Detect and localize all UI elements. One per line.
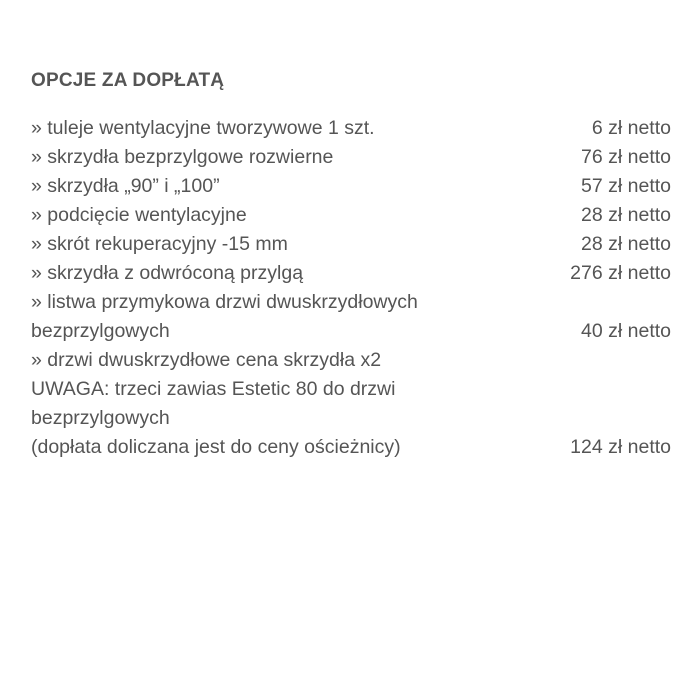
options-list — [31, 114, 671, 462]
option-label-line: » podcięcie wentylacyjne — [31, 204, 247, 226]
option-price: 6 zł netto — [591, 117, 671, 139]
option-label-line: bezprzylgowych — [31, 407, 170, 429]
section-title: OPCJE ZA DOPŁATĄ — [31, 70, 225, 91]
option-label — [31, 375, 560, 462]
option-price: 28 zł netto — [581, 204, 671, 226]
option-label — [31, 201, 571, 230]
option-label-line: UWAGA: trzeci zawias Estetic 80 do drzwi — [31, 378, 396, 400]
option-label — [31, 143, 571, 172]
option-label — [31, 114, 582, 143]
option-label-line: » skrót rekuperacyjny -15 mm — [31, 233, 288, 255]
option-row — [31, 201, 671, 230]
option-label-line: » listwa przymykowa drzwi dwuskrzydłowych — [31, 291, 418, 313]
option-price: 76 zł netto — [581, 146, 671, 168]
option-label-line: (dopłata doliczana jest do ceny ościeżnicy) — [31, 436, 401, 458]
options-panel — [31, 60, 671, 462]
option-row — [31, 172, 671, 201]
option-price: 276 zł netto — [570, 262, 671, 284]
option-label-line: » skrzydła „90” i „100” — [31, 175, 220, 197]
option-label-line: » skrzydła z odwróconą przylgą — [31, 262, 304, 284]
option-label — [31, 230, 571, 259]
option-row — [31, 375, 671, 462]
option-row — [31, 288, 671, 346]
option-price: 124 zł netto — [570, 436, 671, 458]
option-label-line: » skrzydła bezprzylgowe rozwierne — [31, 146, 334, 168]
option-label-line: » drzwi dwuskrzydłowe cena skrzydła x2 — [31, 349, 382, 371]
option-row — [31, 143, 671, 172]
option-price: 28 zł netto — [581, 233, 671, 255]
option-price: 40 zł netto — [581, 320, 671, 342]
option-row — [31, 114, 671, 143]
option-label — [31, 288, 571, 346]
option-row — [31, 346, 671, 375]
option-label-line: bezprzylgowych — [31, 320, 170, 342]
option-label — [31, 172, 571, 201]
option-label — [31, 259, 560, 288]
option-row — [31, 230, 671, 259]
option-row — [31, 259, 671, 288]
option-label-line: » tuleje wentylacyjne tworzywowe 1 szt. — [31, 117, 375, 139]
option-label — [31, 346, 661, 375]
option-price: 57 zł netto — [581, 175, 671, 197]
